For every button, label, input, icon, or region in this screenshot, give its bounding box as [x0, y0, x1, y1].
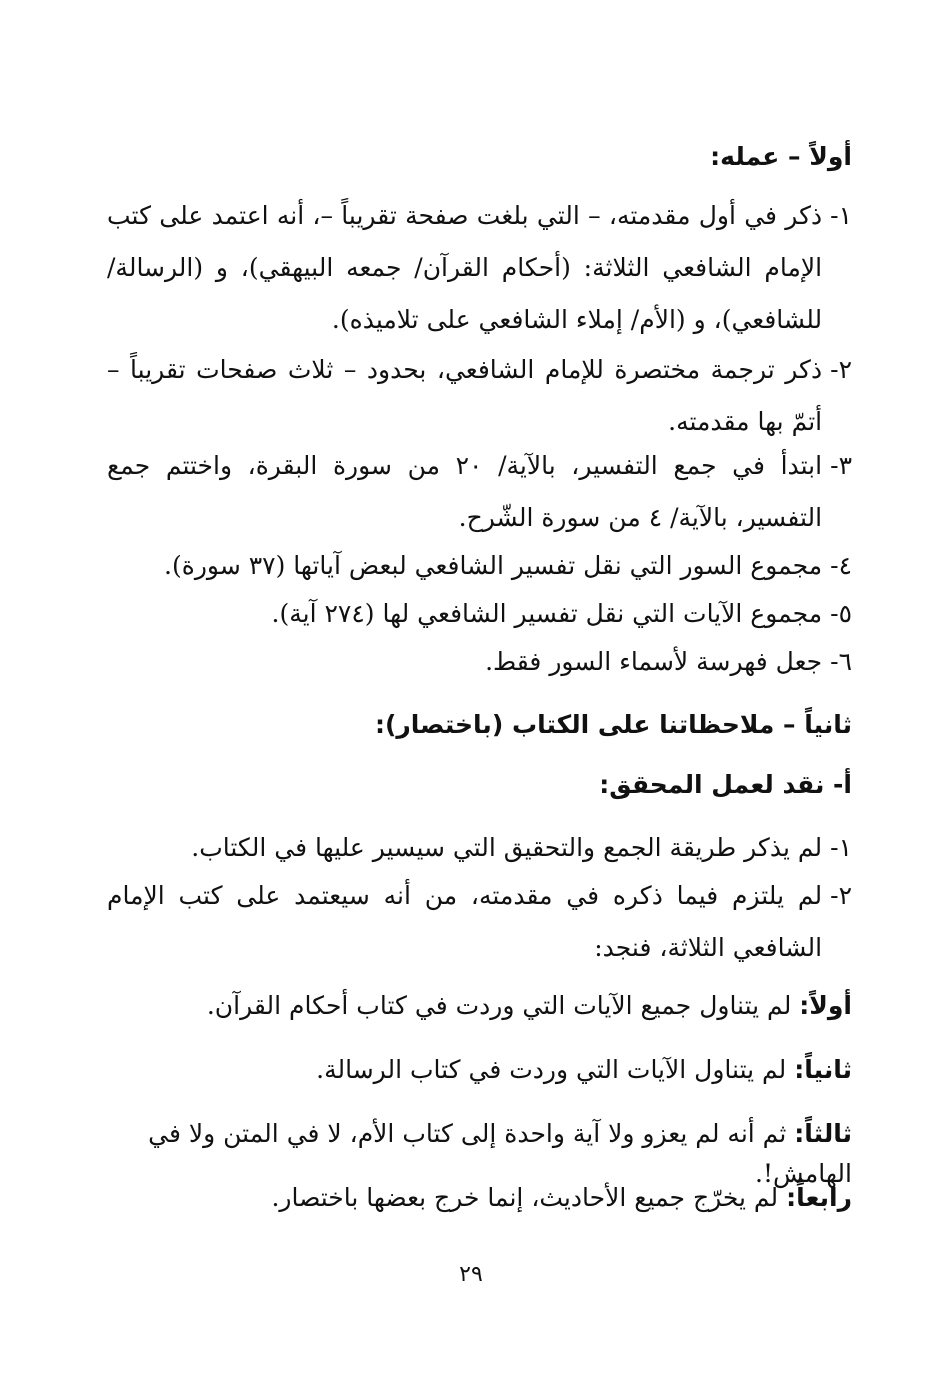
finding-paragraph [107, 986, 852, 1026]
item-text: ذكر في أول مقدمته، – التي بلغت صفحة تقريباً –، أنه اعتمد على كتب الإمام الشافعي الثلاثة: (أحكام القرآن/ جمعه البيهقي)، و (الرسالة/ للشافعي)، و (الأم/ إملاء الشافعي على تلاميذه). [107, 201, 823, 334]
finding-text: ثم أنه لم يعزو ولا آية واحدة إلى كتاب الأم، لا في المتن ولا في الهامش!. [148, 1119, 852, 1188]
list-item [107, 440, 852, 544]
finding-paragraph [107, 1178, 852, 1218]
list-item [107, 344, 852, 448]
finding-lead: ثالثاً: [794, 1119, 852, 1148]
finding-text: لم يخرّج جميع الأحاديث، إنما خرج بعضها باختصار. [271, 1183, 779, 1212]
item-number: ١- [830, 201, 852, 230]
item-text: ذكر ترجمة مختصرة للإمام الشافعي، بحدود – ثلاث صفحات تقريباً – أتمّ بها مقدمته. [107, 355, 823, 436]
finding-lead: ثانياً: [794, 1055, 852, 1084]
item-number: ٤- [830, 551, 852, 580]
section-heading-notes: ثانياً – ملاحظاتنا على الكتاب (باختصار): [374, 710, 852, 739]
item-number: ٢- [830, 881, 852, 910]
list-item [107, 870, 852, 974]
item-text: لم يذكر طريقة الجمع والتحقيق التي سيسير عليها في الكتاب. [191, 833, 823, 862]
finding-text: لم يتناول الآيات التي وردت في كتاب الرسالة. [316, 1055, 787, 1084]
list-item [107, 540, 852, 592]
item-text: ابتدأ في جمع التفسير، بالآية/ ٢٠ من سورة البقرة، واختتم جمع التفسير، بالآية/ ٤ من سورة الشّرح. [107, 451, 823, 532]
page-number: ٢٩ [459, 1262, 483, 1287]
item-text: جعل فهرسة لأسماء السور فقط. [485, 647, 823, 676]
item-number: ٥- [830, 599, 852, 628]
item-text: مجموع الآيات التي نقل تفسير الشافعي لها (٢٧٤ آية). [271, 599, 823, 628]
finding-lead: رابعاً: [786, 1183, 852, 1212]
subheading-critique: أ- نقد لعمل المحقق: [599, 770, 852, 799]
list-item [107, 822, 852, 874]
list-item [107, 588, 852, 640]
item-number: ٦- [830, 647, 852, 676]
item-text: لم يلتزم فيما ذكره في مقدمته، من أنه سيعتمد على كتب الإمام الشافعي الثلاثة، فنجد: [107, 881, 823, 962]
item-number: ١- [830, 833, 852, 862]
section-heading-work: أولاً – عمله: [710, 142, 852, 171]
item-number: ٣- [830, 451, 852, 480]
finding-paragraph [107, 1050, 852, 1090]
item-number: ٢- [830, 355, 852, 384]
list-item [107, 636, 852, 688]
finding-lead: أولاً: [799, 991, 852, 1020]
item-text: مجموع السور التي نقل تفسير الشافعي لبعض آياتها (٣٧ سورة). [164, 551, 823, 580]
finding-text: لم يتناول جميع الآيات التي وردت في كتاب أحكام القرآن. [206, 991, 792, 1020]
list-item [107, 190, 852, 346]
